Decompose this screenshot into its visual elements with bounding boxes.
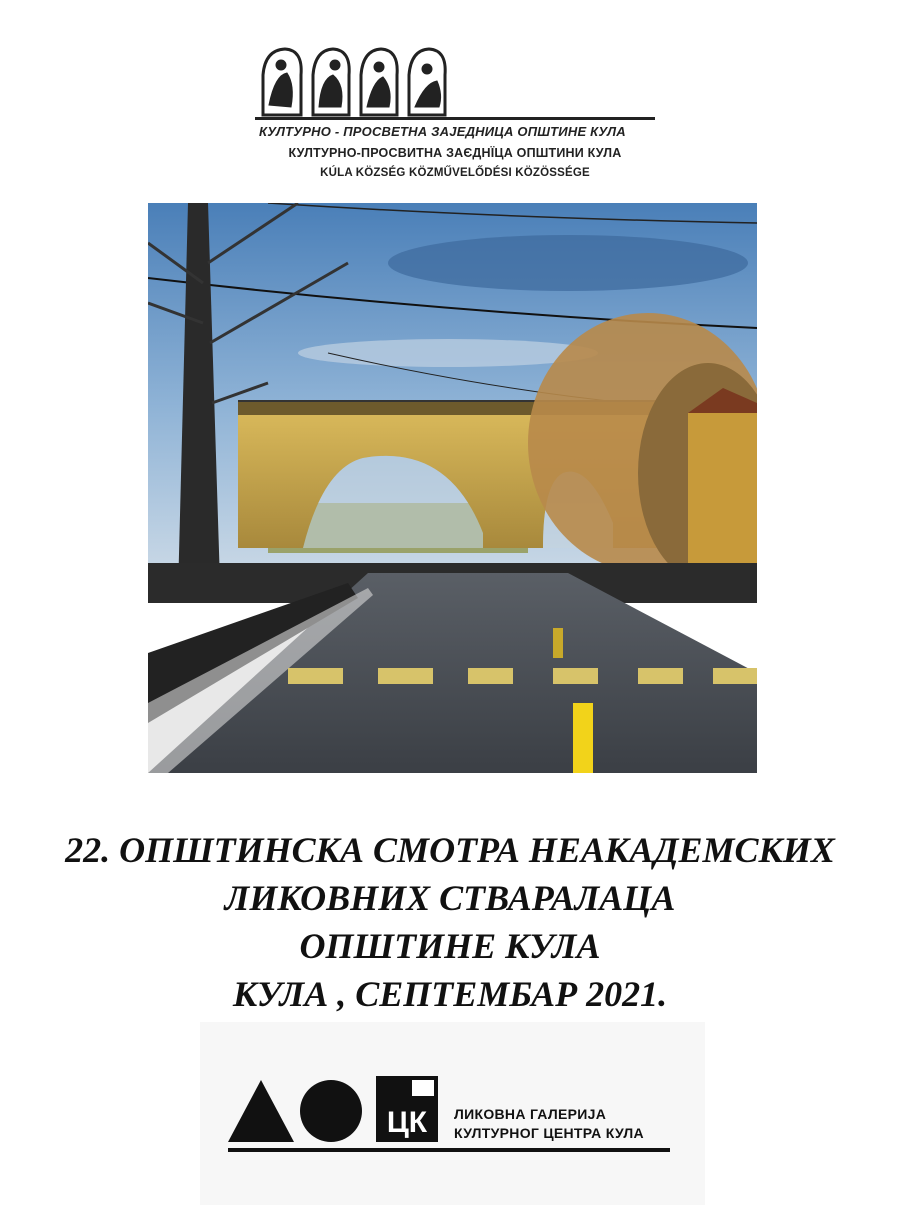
- org-name-hungarian: KÚLA KÖZSÉG KÖZMŰVELŐDÉSI KÖZÖSSÉGE: [320, 167, 590, 179]
- circle-icon: [300, 1080, 362, 1142]
- title-line-2: ЛИКОВНИХ СТВАРАЛАЦА: [224, 878, 676, 918]
- cultural-center-mark-letters: ЦК: [386, 1106, 428, 1139]
- org-name-serbian-cyrillic: КУЛТУРНО - ПРОСВЕТНА ЗАЈЕДНИЦА ОПШТИНЕ КУЛА: [259, 124, 626, 139]
- gallery-name-line-2: КУЛТУРНОГ ЦЕНТРА КУЛА: [454, 1125, 644, 1141]
- gallery-logo-panel: [200, 1022, 705, 1205]
- folk-figures-emblem: [255, 45, 455, 117]
- org-name-rusyn: КУЛТУРНО-ПРОСВИТНА ЗАЄДНЇЦА ОПШТИНИ КУЛА: [288, 146, 622, 160]
- logo-divider: [255, 117, 655, 120]
- organization-logo: [255, 45, 655, 190]
- gallery-name-line-1: ЛИКОВНА ГАЛЕРИЈА: [454, 1106, 607, 1122]
- triangle-icon: [228, 1080, 294, 1142]
- exhibition-title: [0, 826, 900, 1018]
- gallery-logo: [228, 1072, 678, 1182]
- cultural-center-mark-icon: [376, 1076, 438, 1142]
- gallery-logo-underline: [228, 1148, 670, 1152]
- title-line-1: 22. ОПШТИНСКА СМОТРА НЕАКАДЕМСКИХ: [65, 830, 835, 870]
- viaduct-road-photo: [148, 203, 757, 773]
- title-line-3: ОПШТИНЕ КУЛА: [299, 926, 601, 966]
- title-line-4: КУЛА , СЕПТЕМБАР 2021.: [232, 974, 668, 1014]
